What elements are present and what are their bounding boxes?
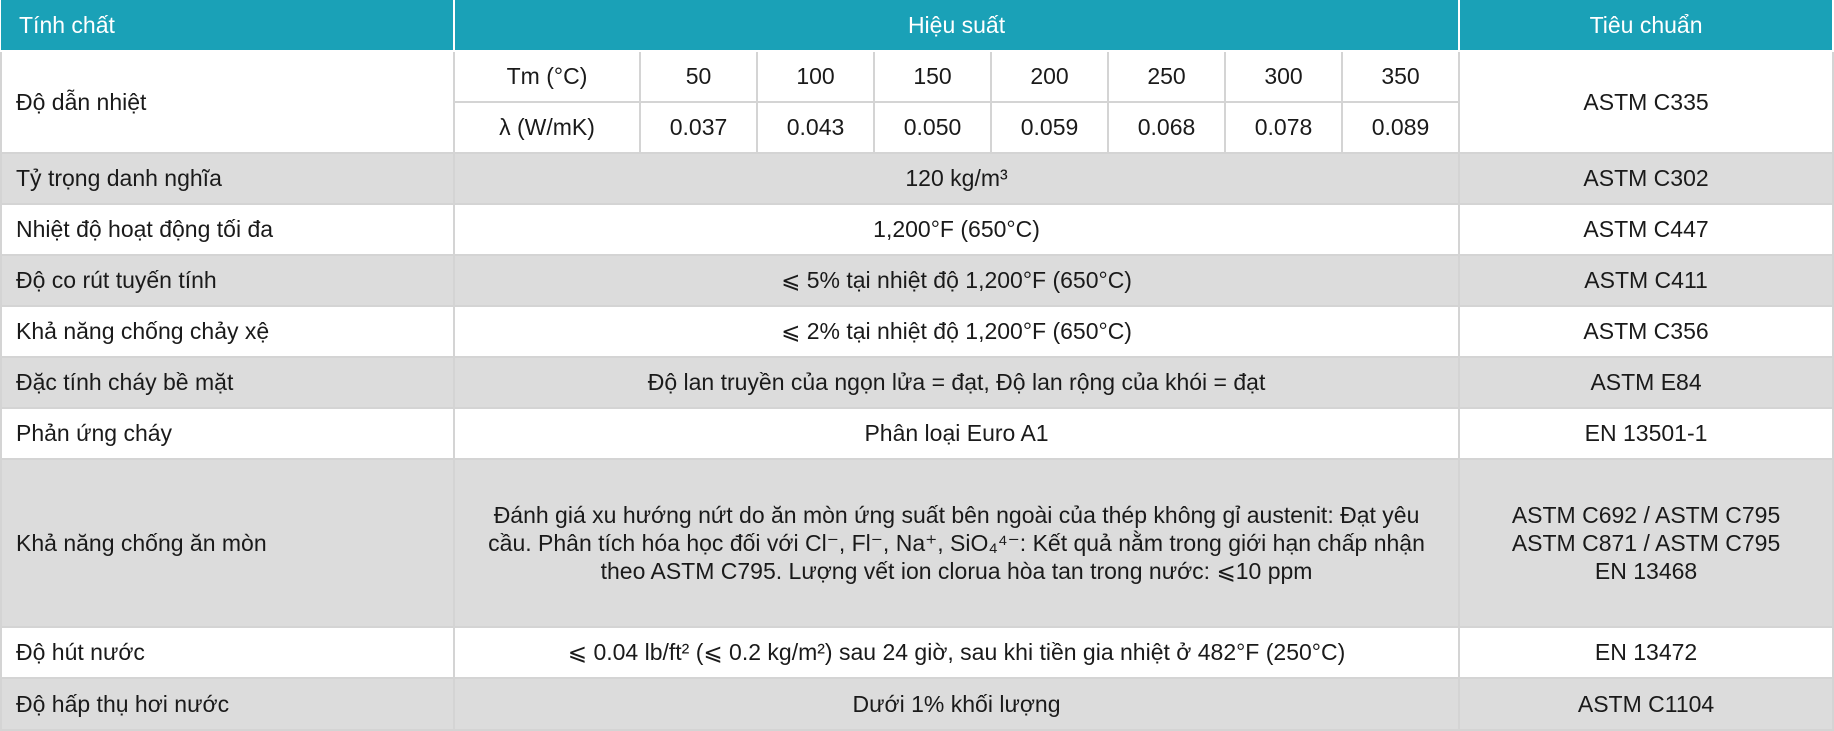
table-row-thermal-temp <box>1 51 1833 102</box>
standard-cell: ASTM C356 <box>1459 306 1833 357</box>
table-row-max-temp <box>1 204 1833 255</box>
table-row-fire-reaction <box>1 408 1833 459</box>
temp-label: Tm (°C) <box>454 51 640 102</box>
value-cell: Dưới 1% khối lượng <box>454 678 1459 730</box>
table-row-water-absorption <box>1 627 1833 678</box>
lambda-value: 0.050 <box>874 102 991 153</box>
value-cell: 1,200°F (650°C) <box>454 204 1459 255</box>
temp-value: 200 <box>991 51 1108 102</box>
header-property: Tính chất <box>1 0 454 51</box>
standard-line: EN 13468 <box>1594 558 1698 585</box>
table-row-corrosion <box>1 459 1833 627</box>
standard-cell: EN 13472 <box>1459 627 1833 678</box>
lambda-value: 0.078 <box>1225 102 1342 153</box>
lambda-value: 0.089 <box>1342 102 1459 153</box>
standard-cell <box>1459 459 1833 627</box>
header-performance: Hiệu suất <box>454 0 1459 51</box>
value-cell: ⩽ 2% tại nhiệt độ 1,200°F (650°C) <box>454 306 1459 357</box>
temp-value: 50 <box>640 51 757 102</box>
standard-cell: ASTM C1104 <box>1459 678 1833 730</box>
property-cell: Độ co rút tuyến tính <box>1 255 454 306</box>
value-cell: Độ lan truyền của ngọn lửa = đạt, Độ lan rộng của khói = đạt <box>454 357 1459 408</box>
property-cell: Phản ứng cháy <box>1 408 454 459</box>
standard-cell: EN 13501-1 <box>1459 408 1833 459</box>
lambda-value: 0.043 <box>757 102 874 153</box>
value-cell: 120 kg/m³ <box>454 153 1459 204</box>
standard-line: ASTM C871 / ASTM C795 <box>1511 529 1781 556</box>
table-row-vapor-sorption <box>1 678 1833 730</box>
standard-cell: ASTM C411 <box>1459 255 1833 306</box>
lambda-value: 0.037 <box>640 102 757 153</box>
temp-value: 100 <box>757 51 874 102</box>
table-row-linear-shrinkage <box>1 255 1833 306</box>
property-cell: Khả năng chống ăn mòn <box>1 459 454 627</box>
standard-cell: ASTM C335 <box>1459 51 1833 153</box>
lambda-value: 0.068 <box>1108 102 1225 153</box>
standard-cell: ASTM C302 <box>1459 153 1833 204</box>
standard-cell: ASTM C447 <box>1459 204 1833 255</box>
standard-cell: ASTM E84 <box>1459 357 1833 408</box>
property-cell: Độ dẫn nhiệt <box>1 51 454 153</box>
header-standard: Tiêu chuẩn <box>1459 0 1833 51</box>
standard-line: ASTM C692 / ASTM C795 <box>1511 501 1781 528</box>
header-row <box>1 0 1833 51</box>
property-cell: Tỷ trọng danh nghĩa <box>1 153 454 204</box>
value-cell: ⩽ 5% tại nhiệt độ 1,200°F (650°C) <box>454 255 1459 306</box>
table-row-density <box>1 153 1833 204</box>
value-cell: Phân loại Euro A1 <box>454 408 1459 459</box>
property-cell: Nhiệt độ hoạt động tối đa <box>1 204 454 255</box>
lambda-label: λ (W/mK) <box>454 102 640 153</box>
property-cell: Độ hút nước <box>1 627 454 678</box>
value-cell: ⩽ 0.04 lb/ft² (⩽ 0.2 kg/m²) sau 24 giờ, sau khi tiền gia nhiệt ở 482°F (250°C) <box>454 627 1459 678</box>
property-cell: Đặc tính cháy bề mặt <box>1 357 454 408</box>
temp-value: 350 <box>1342 51 1459 102</box>
property-cell: Độ hấp thụ hơi nước <box>1 678 454 730</box>
table-row-sag-resistance <box>1 306 1833 357</box>
temp-value: 250 <box>1108 51 1225 102</box>
table-row-surface-burning <box>1 357 1833 408</box>
temp-value: 300 <box>1225 51 1342 102</box>
property-cell: Khả năng chống chảy xệ <box>1 306 454 357</box>
lambda-value: 0.059 <box>991 102 1108 153</box>
value-cell: Đánh giá xu hướng nứt do ăn mòn ứng suất bên ngoài của thép không gỉ austenit: Đạt yêu cầu. Phân tích hóa học đối với Cl⁻, Fl⁻, Na⁺, SiO₄⁴⁻: Kết quả nằm trong giới hạn chấp nhận theo ASTM C795. Lượng vết ion clorua hòa tan trong nước: ⩽10 ppm <box>454 459 1459 627</box>
temp-value: 150 <box>874 51 991 102</box>
